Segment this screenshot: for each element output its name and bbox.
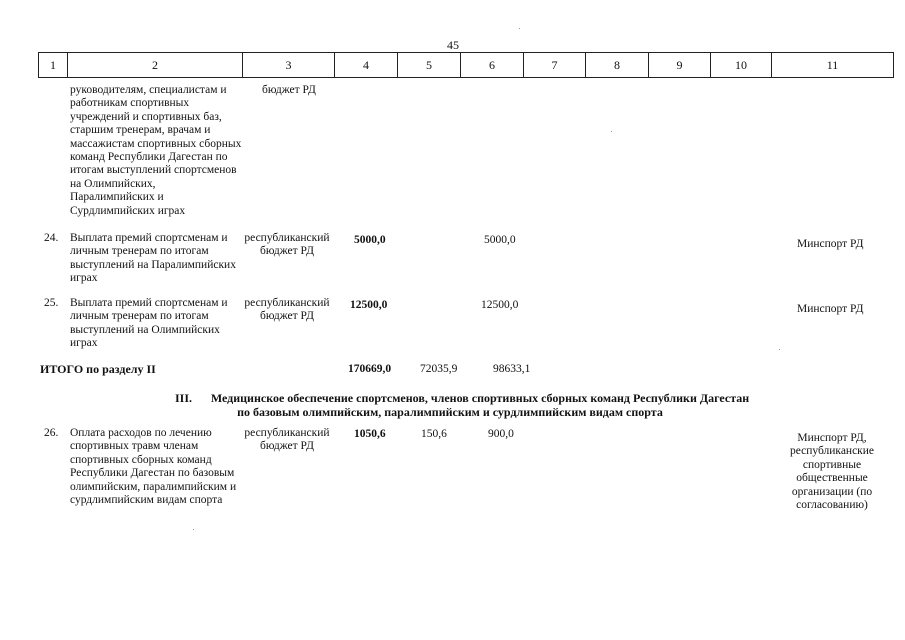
row-col6: 5000,0 (484, 234, 516, 246)
column-header: 2 (68, 53, 243, 78)
column-header: 5 (398, 53, 461, 78)
column-header: 4 (335, 53, 398, 78)
row-col6: 12500,0 (481, 299, 519, 311)
column-header-table (38, 52, 894, 78)
row-total: 5000,0 (354, 234, 386, 246)
scan-speck (611, 131, 612, 132)
row-number: 24. (44, 232, 59, 244)
row-executor: Минспорт РД (797, 303, 864, 315)
row-number: 26. (44, 427, 59, 439)
section-total-label: ИТОГО по разделу II (40, 362, 156, 376)
column-header: 10 (711, 53, 772, 78)
column-header: 8 (586, 53, 649, 78)
row-description: Оплата расходов по лечению спортивных травм членам спортивных сборных команд Республики Дагестан по базовым олимпийским, паралимпийским и сурдлимпийским видам спорта (70, 427, 237, 507)
row-executor: Минспорт РД (797, 238, 864, 250)
page-number: 45 (447, 38, 459, 52)
row-description: Выплата премий спортсменам и личным тренерам по итогам выступлений на Паралимпийских играх (70, 232, 236, 285)
scan-speck (779, 349, 780, 350)
section-total-col5: 72035,9 (420, 363, 458, 375)
row-total: 1050,6 (354, 428, 386, 440)
section-heading (150, 391, 750, 419)
column-header: 9 (649, 53, 711, 78)
row-source: республиканский бюджет РД (244, 427, 330, 453)
column-header: 3 (243, 53, 335, 78)
scan-speck (193, 529, 194, 530)
row-executor: Минспорт РД, республиканские спортивные общественные организации (по согласованию) (789, 432, 875, 512)
row-source: республиканский бюджет РД (244, 232, 330, 258)
row-source: республиканский бюджет РД (244, 297, 330, 323)
column-header: 1 (39, 53, 68, 78)
scan-speck (519, 28, 520, 29)
row-col6: 900,0 (488, 428, 514, 440)
column-header: 11 (772, 53, 894, 78)
row-number: 25. (44, 297, 59, 309)
row-source: бюджет РД (262, 84, 316, 96)
row-description: руководителям, специалистам и работникам спортивных учреждений и спортивных баз, старшим тренерам, врачам и массажистам спортивных сборных команд Республики Дагестан по итогам выступлений спортсменов на Олимпийских, Паралимпийских и Сурдлимпийских играх (70, 84, 242, 217)
row-col5: 150,6 (421, 428, 447, 440)
section-total-value: 170669,0 (348, 363, 392, 375)
row-total: 12500,0 (350, 299, 388, 311)
section-title-line2: по базовым олимпийским, паралимпийским и сурдлимпийским видам спорта (237, 405, 663, 419)
column-header: 6 (461, 53, 524, 78)
section-title-line1: Медицинское обеспечение спортсменов, членов спортивных сборных команд Республики Дагестан (210, 391, 750, 405)
section-total-col6: 98633,1 (493, 363, 531, 375)
row-description: Выплата премий спортсменам и личным тренерам по итогам выступлений на Олимпийских играх (70, 297, 228, 350)
column-header: 7 (524, 53, 586, 78)
section-roman-numeral: III. (175, 391, 193, 405)
